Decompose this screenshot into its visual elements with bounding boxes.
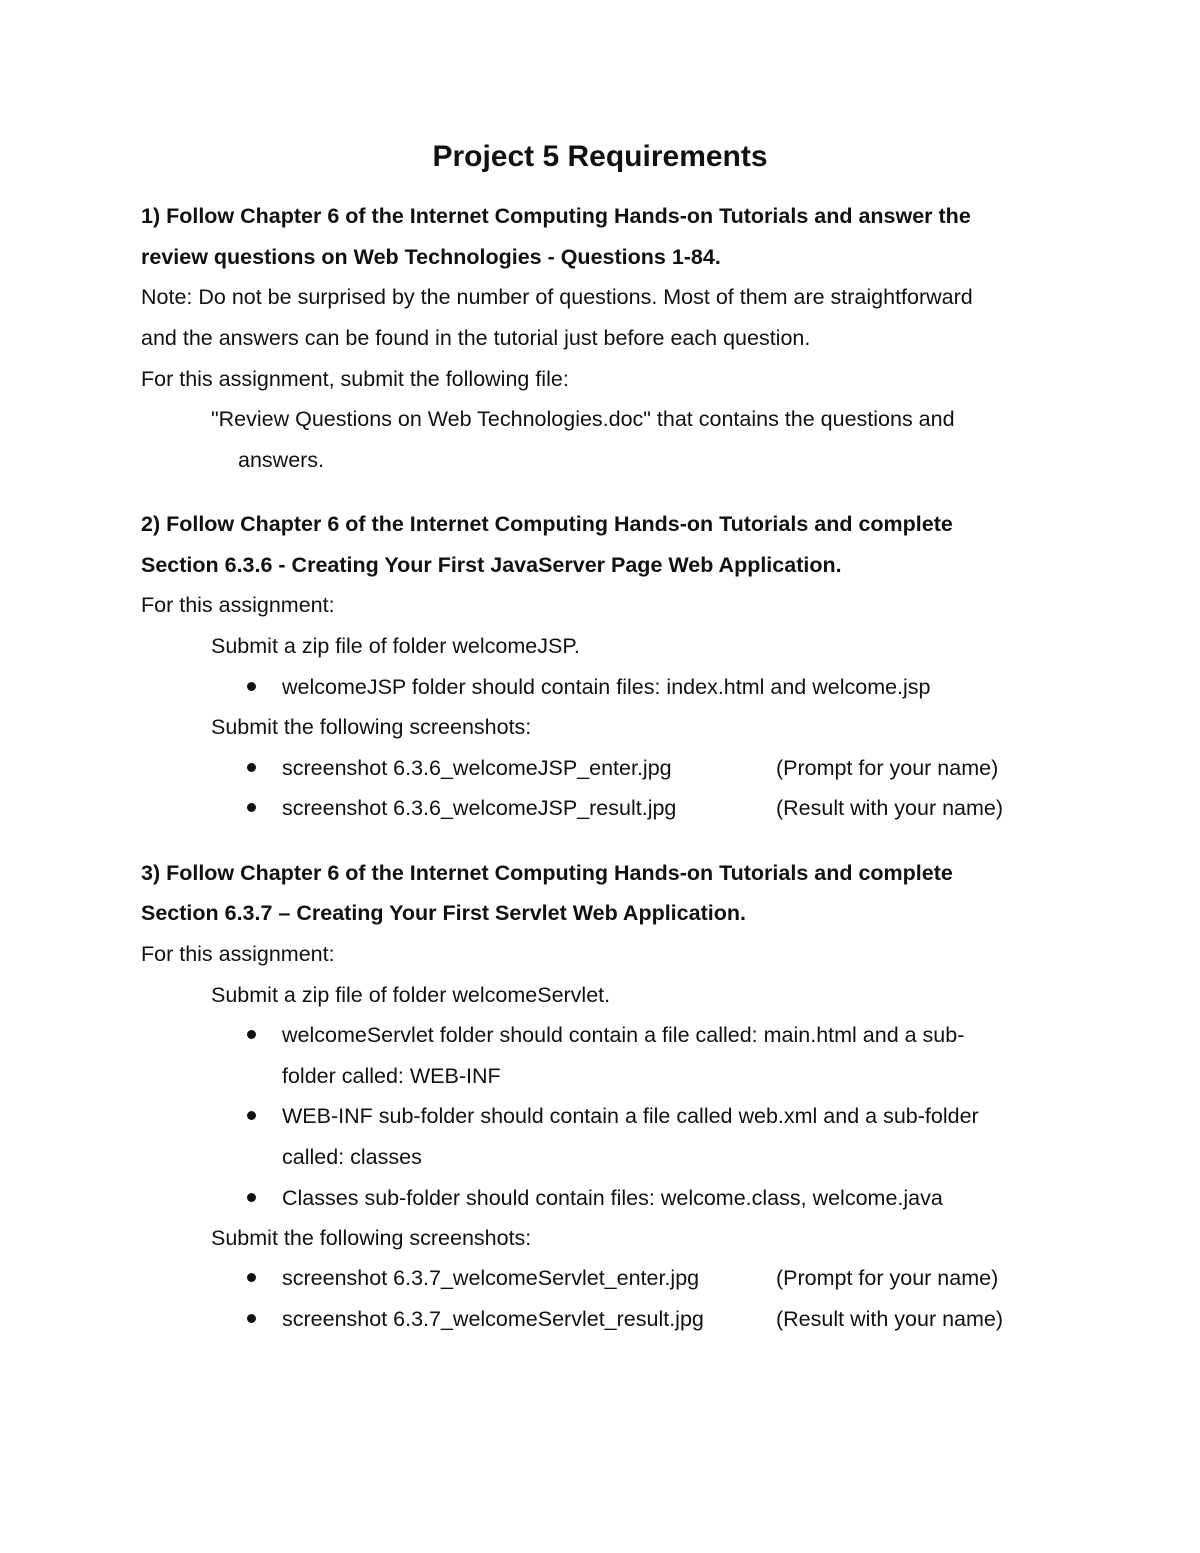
section2-screenshot-item xyxy=(282,754,998,782)
section2-screenshot-item xyxy=(282,794,1003,822)
section3-zip-bullet-line1: welcomeServlet folder should contain a file called: main.html and a sub- xyxy=(282,1023,965,1047)
section1-note-line2: and the answers can be found in the tutorial just before each question. xyxy=(141,326,811,350)
section3-heading-line1: 3) Follow Chapter 6 of the Internet Computing Hands-on Tutorials and complete xyxy=(141,861,953,885)
section3-zip: Submit a zip file of folder welcomeServlet. xyxy=(211,983,611,1007)
section1-submit-intro: For this assignment, submit the following file: xyxy=(141,367,569,391)
section2-intro: For this assignment: xyxy=(141,593,335,617)
bullet-icon xyxy=(247,1193,256,1202)
bullet-icon xyxy=(247,1111,256,1120)
bullet-icon xyxy=(247,803,256,812)
bullet-icon xyxy=(247,763,256,772)
screenshot-filename: screenshot 6.3.6_welcomeJSP_enter.jpg xyxy=(282,756,672,780)
section3-zip-bullet-line2: folder called: WEB-INF xyxy=(282,1064,501,1088)
bullet-icon xyxy=(247,682,256,691)
section3-screenshot-item xyxy=(282,1264,998,1292)
screenshot-filename: screenshot 6.3.7_welcomeServlet_result.jpg xyxy=(282,1307,704,1331)
section3-screens-intro: Submit the following screenshots: xyxy=(211,1226,532,1250)
screenshot-description: (Prompt for your name) xyxy=(776,756,999,780)
screenshot-description: (Result with your name) xyxy=(776,796,1004,820)
section1-file-line1: "Review Questions on Web Technologies.doc" that contains the questions and xyxy=(211,407,955,431)
section3-intro: For this assignment: xyxy=(141,942,335,966)
screenshot-filename: screenshot 6.3.7_welcomeServlet_enter.jpg xyxy=(282,1266,700,1290)
section3-zip-bullet-line1: WEB-INF sub-folder should contain a file called web.xml and a sub-folder xyxy=(282,1104,979,1128)
section3-screenshot-item xyxy=(282,1305,1003,1333)
page-title: Project 5 Requirements xyxy=(432,140,768,173)
section1-heading-line2: review questions on Web Technologies - Questions 1-84. xyxy=(141,245,721,269)
section1-file-line2: answers. xyxy=(238,448,325,472)
section2-screens-intro: Submit the following screenshots: xyxy=(211,715,532,739)
screenshot-description: (Result with your name) xyxy=(776,1307,1004,1331)
section2-zip: Submit a zip file of folder welcomeJSP. xyxy=(211,634,580,658)
section1-note-line1: Note: Do not be surprised by the number of questions. Most of them are straightforward xyxy=(141,285,973,309)
screenshot-description: (Prompt for your name) xyxy=(776,1266,999,1290)
section3-zip-bullet-line2: called: classes xyxy=(282,1145,422,1169)
section2-heading-line2: Section 6.3.6 - Creating Your First JavaServer Page Web Application. xyxy=(141,553,842,577)
section3-heading-line2: Section 6.3.7 – Creating Your First Servlet Web Application. xyxy=(141,901,746,925)
screenshot-filename: screenshot 6.3.6_welcomeJSP_result.jpg xyxy=(282,796,677,820)
section1-heading-line1: 1) Follow Chapter 6 of the Internet Computing Hands-on Tutorials and answer the xyxy=(141,204,971,228)
section2-heading-line1: 2) Follow Chapter 6 of the Internet Computing Hands-on Tutorials and complete xyxy=(141,512,953,536)
bullet-icon xyxy=(247,1314,256,1323)
bullet-icon xyxy=(247,1273,256,1282)
bullet-icon xyxy=(247,1030,256,1039)
section2-zip-bullet: welcomeJSP folder should contain files: index.html and welcome.jsp xyxy=(282,675,931,699)
section3-zip-bullet-line1: Classes sub-folder should contain files: welcome.class, welcome.java xyxy=(282,1186,943,1210)
